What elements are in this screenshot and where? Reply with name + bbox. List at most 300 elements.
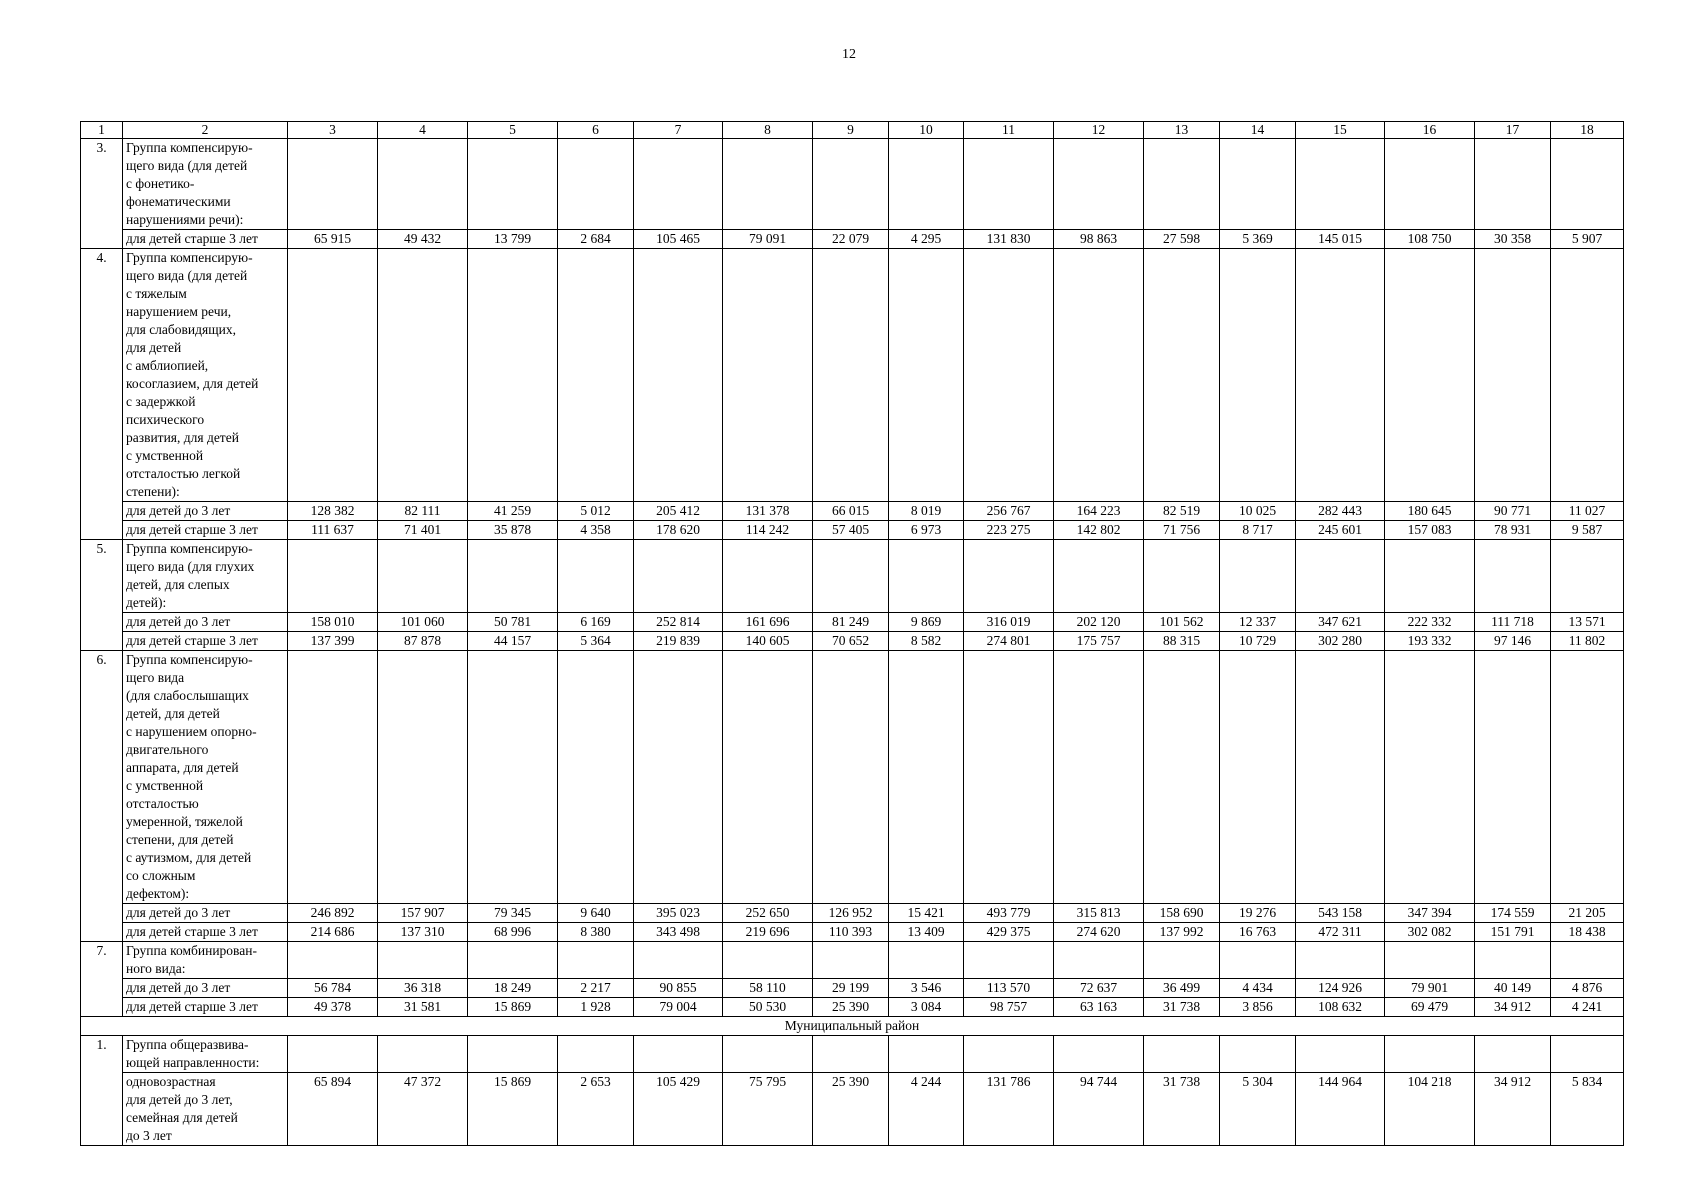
row-label: для детей старше 3 лет [123, 923, 288, 942]
value-cell: 98 757 [964, 998, 1054, 1017]
value-cell: 4 241 [1551, 998, 1624, 1017]
value-cell: 79 004 [634, 998, 723, 1017]
value-cell: 22 079 [813, 230, 889, 249]
value-cell [1220, 139, 1296, 230]
value-cell: 31 738 [1144, 998, 1220, 1017]
text-line: ющей направленности: [126, 1055, 260, 1070]
value-cell: 40 149 [1475, 979, 1551, 998]
value-cell: 82 519 [1144, 502, 1220, 521]
value-cell [558, 942, 634, 979]
value-cell [889, 249, 964, 502]
value-cell: 18 438 [1551, 923, 1624, 942]
value-cell: 49 378 [288, 998, 378, 1017]
value-cell [558, 1036, 634, 1073]
value-cell: 158 010 [288, 613, 378, 632]
value-cell: 472 311 [1296, 923, 1385, 942]
table-row [81, 230, 1624, 249]
value-cell: 6 973 [889, 521, 964, 540]
row-label: для детей старше 3 лет [123, 521, 288, 540]
value-cell [1551, 540, 1624, 613]
value-cell [558, 540, 634, 613]
value-cell: 56 784 [288, 979, 378, 998]
value-cell [378, 1036, 468, 1073]
value-cell: 111 637 [288, 521, 378, 540]
value-cell: 44 157 [468, 632, 558, 651]
text-line: отсталостью легкой [126, 466, 241, 481]
text-line: двигательного [126, 742, 209, 757]
value-cell: 41 259 [468, 502, 558, 521]
value-cell: 9 587 [1551, 521, 1624, 540]
group-title-row [81, 1036, 1624, 1073]
value-cell: 90 771 [1475, 502, 1551, 521]
column-number: 15 [1296, 122, 1385, 139]
value-cell: 35 878 [468, 521, 558, 540]
value-cell [1144, 1036, 1220, 1073]
value-cell: 137 399 [288, 632, 378, 651]
value-cell: 8 380 [558, 923, 634, 942]
text-line: с аутизмом, для детей [126, 850, 252, 865]
text-line: для слабовидящих, [126, 322, 236, 337]
text-line: щего вида (для детей [126, 158, 248, 173]
value-cell [378, 651, 468, 904]
value-cell: 36 318 [378, 979, 468, 998]
value-cell [723, 942, 813, 979]
value-cell: 9 869 [889, 613, 964, 632]
value-cell [813, 540, 889, 613]
text-line: для детей до 3 лет, [126, 1092, 233, 1107]
value-cell: 104 218 [1385, 1073, 1475, 1146]
value-cell: 140 605 [723, 632, 813, 651]
section-row [81, 1017, 1624, 1036]
value-cell [288, 942, 378, 979]
column-number: 5 [468, 122, 558, 139]
value-cell [964, 1036, 1054, 1073]
value-cell: 5 834 [1551, 1073, 1624, 1146]
value-cell: 245 601 [1296, 521, 1385, 540]
text-line: отсталостью [126, 796, 199, 811]
text-line: с тяжелым [126, 286, 187, 301]
value-cell: 113 570 [964, 979, 1054, 998]
value-cell [634, 942, 723, 979]
text-line: щего вида [126, 670, 185, 685]
value-cell [378, 139, 468, 230]
text-line: косоглазием, для детей [126, 376, 259, 391]
value-cell: 11 027 [1551, 502, 1624, 521]
group-title [123, 249, 288, 502]
text-line: с нарушением опорно- [126, 724, 257, 739]
value-cell [468, 249, 558, 502]
value-cell: 137 310 [378, 923, 468, 942]
value-cell: 98 863 [1054, 230, 1144, 249]
value-cell [1551, 651, 1624, 904]
text-line: Группа комбинирован- [126, 943, 257, 958]
value-cell [468, 651, 558, 904]
tariff-table [80, 121, 1624, 1146]
group-title [123, 942, 288, 979]
value-cell [1054, 942, 1144, 979]
value-cell [1296, 942, 1385, 979]
value-cell: 78 931 [1475, 521, 1551, 540]
value-cell: 108 632 [1296, 998, 1385, 1017]
value-cell: 114 242 [723, 521, 813, 540]
value-cell [813, 139, 889, 230]
value-cell: 493 779 [964, 904, 1054, 923]
value-cell: 79 901 [1385, 979, 1475, 998]
value-cell [288, 540, 378, 613]
value-cell: 5 364 [558, 632, 634, 651]
value-cell: 13 571 [1551, 613, 1624, 632]
value-cell [723, 139, 813, 230]
value-cell: 180 645 [1385, 502, 1475, 521]
group-index: 7. [81, 942, 123, 1017]
value-cell: 137 992 [1144, 923, 1220, 942]
value-cell: 57 405 [813, 521, 889, 540]
value-cell: 30 358 [1475, 230, 1551, 249]
value-cell: 5 369 [1220, 230, 1296, 249]
value-cell: 105 465 [634, 230, 723, 249]
value-cell: 131 378 [723, 502, 813, 521]
value-cell: 34 912 [1475, 1073, 1551, 1146]
value-cell: 256 767 [964, 502, 1054, 521]
value-cell: 15 421 [889, 904, 964, 923]
value-cell: 58 110 [723, 979, 813, 998]
value-cell: 9 640 [558, 904, 634, 923]
value-cell: 395 023 [634, 904, 723, 923]
value-cell [1144, 139, 1220, 230]
group-title [123, 1036, 288, 1073]
value-cell [1385, 139, 1475, 230]
text-line: со сложным [126, 868, 196, 883]
value-cell: 82 111 [378, 502, 468, 521]
table-row [81, 521, 1624, 540]
group-title-row [81, 651, 1624, 904]
text-line: Группа компенсирую- [126, 652, 253, 667]
value-cell: 34 912 [1475, 998, 1551, 1017]
value-cell: 4 295 [889, 230, 964, 249]
value-cell: 110 393 [813, 923, 889, 942]
value-cell: 65 915 [288, 230, 378, 249]
text-line: Группа общеразвива- [126, 1037, 249, 1052]
value-cell [1475, 540, 1551, 613]
column-number: 6 [558, 122, 634, 139]
value-cell: 178 620 [634, 521, 723, 540]
text-line: с умственной [126, 448, 204, 463]
row-label: для детей до 3 лет [123, 904, 288, 923]
row-label: для детей старше 3 лет [123, 998, 288, 1017]
value-cell: 202 120 [1054, 613, 1144, 632]
value-cell: 145 015 [1296, 230, 1385, 249]
table-row [81, 632, 1624, 651]
value-cell: 8 019 [889, 502, 964, 521]
value-cell: 15 869 [468, 998, 558, 1017]
value-cell: 12 337 [1220, 613, 1296, 632]
text-line: одновозрастная [126, 1074, 216, 1089]
column-number: 3 [288, 122, 378, 139]
value-cell: 4 434 [1220, 979, 1296, 998]
value-cell [468, 540, 558, 613]
value-cell: 219 696 [723, 923, 813, 942]
value-cell [1144, 249, 1220, 502]
text-line: для детей [126, 340, 182, 355]
value-cell [1144, 540, 1220, 613]
value-cell: 8 717 [1220, 521, 1296, 540]
row-label: для детей старше 3 лет [123, 230, 288, 249]
value-cell [634, 540, 723, 613]
value-cell: 10 729 [1220, 632, 1296, 651]
value-cell: 193 332 [1385, 632, 1475, 651]
value-cell: 214 686 [288, 923, 378, 942]
value-cell: 79 345 [468, 904, 558, 923]
group-title [123, 651, 288, 904]
value-cell: 543 158 [1296, 904, 1385, 923]
value-cell: 2 653 [558, 1073, 634, 1146]
value-cell [889, 1036, 964, 1073]
value-cell: 316 019 [964, 613, 1054, 632]
value-cell: 205 412 [634, 502, 723, 521]
value-cell: 79 091 [723, 230, 813, 249]
table-row [81, 998, 1624, 1017]
value-cell: 25 390 [813, 1073, 889, 1146]
value-cell: 31 738 [1144, 1073, 1220, 1146]
value-cell: 174 559 [1475, 904, 1551, 923]
value-cell: 19 276 [1220, 904, 1296, 923]
value-cell [378, 540, 468, 613]
group-index: 5. [81, 540, 123, 651]
value-cell [558, 139, 634, 230]
value-cell: 131 830 [964, 230, 1054, 249]
value-cell [1385, 540, 1475, 613]
value-cell: 27 598 [1144, 230, 1220, 249]
value-cell: 15 869 [468, 1073, 558, 1146]
value-cell [1296, 1036, 1385, 1073]
value-cell [964, 249, 1054, 502]
value-cell [1144, 651, 1220, 904]
value-cell: 29 199 [813, 979, 889, 998]
value-cell [964, 942, 1054, 979]
value-cell: 252 650 [723, 904, 813, 923]
value-cell: 65 894 [288, 1073, 378, 1146]
column-number: 10 [889, 122, 964, 139]
text-line: до 3 лет [126, 1128, 172, 1143]
group-title-row [81, 139, 1624, 230]
value-cell [468, 1036, 558, 1073]
value-cell: 105 429 [634, 1073, 723, 1146]
value-cell [1385, 249, 1475, 502]
value-cell [813, 1036, 889, 1073]
text-line: аппарата, для детей [126, 760, 239, 775]
value-cell: 151 791 [1475, 923, 1551, 942]
value-cell: 347 621 [1296, 613, 1385, 632]
value-cell: 111 718 [1475, 613, 1551, 632]
value-cell: 4 876 [1551, 979, 1624, 998]
value-cell [1220, 249, 1296, 502]
value-cell [889, 139, 964, 230]
value-cell [1385, 1036, 1475, 1073]
value-cell: 223 275 [964, 521, 1054, 540]
text-line: психического [126, 412, 205, 427]
section-title: Муниципальный район [81, 1017, 1624, 1036]
value-cell: 66 015 [813, 502, 889, 521]
group-title [123, 540, 288, 613]
value-cell: 158 690 [1144, 904, 1220, 923]
text-line: с фонетико- [126, 176, 195, 191]
value-cell: 101 562 [1144, 613, 1220, 632]
value-cell [1551, 942, 1624, 979]
column-number: 11 [964, 122, 1054, 139]
value-cell: 8 582 [889, 632, 964, 651]
value-cell: 10 025 [1220, 502, 1296, 521]
value-cell: 246 892 [288, 904, 378, 923]
value-cell [288, 139, 378, 230]
value-cell [1296, 249, 1385, 502]
table-row [81, 904, 1624, 923]
row-label [123, 1073, 288, 1146]
value-cell [723, 651, 813, 904]
value-cell: 6 169 [558, 613, 634, 632]
value-cell: 4 358 [558, 521, 634, 540]
value-cell [378, 249, 468, 502]
table-row [81, 613, 1624, 632]
text-line: щего вида (для глухих [126, 559, 255, 574]
text-line: детей): [126, 595, 167, 610]
column-number: 4 [378, 122, 468, 139]
column-number: 13 [1144, 122, 1220, 139]
value-cell: 16 763 [1220, 923, 1296, 942]
text-line: щего вида (для детей [126, 268, 248, 283]
text-line: дефектом): [126, 886, 190, 901]
value-cell: 222 332 [1385, 613, 1475, 632]
value-cell: 5 907 [1551, 230, 1624, 249]
text-line: нарушениями речи): [126, 212, 244, 227]
value-cell [1475, 139, 1551, 230]
value-cell [1551, 249, 1624, 502]
column-number: 8 [723, 122, 813, 139]
column-number: 14 [1220, 122, 1296, 139]
text-line: с умственной [126, 778, 204, 793]
text-line: с задержкой [126, 394, 196, 409]
value-cell [1475, 651, 1551, 904]
value-cell [889, 651, 964, 904]
value-cell: 3 546 [889, 979, 964, 998]
value-cell [1296, 139, 1385, 230]
value-cell: 131 786 [964, 1073, 1054, 1146]
group-index: 1. [81, 1036, 123, 1146]
column-number: 7 [634, 122, 723, 139]
text-line: детей, для детей [126, 706, 220, 721]
value-cell: 70 652 [813, 632, 889, 651]
text-line: Группа компенсирую- [126, 541, 253, 556]
value-cell: 142 802 [1054, 521, 1144, 540]
group-title-row [81, 942, 1624, 979]
value-cell [634, 651, 723, 904]
value-cell: 69 479 [1385, 998, 1475, 1017]
table-row [81, 1073, 1624, 1146]
value-cell [964, 540, 1054, 613]
row-label: для детей до 3 лет [123, 613, 288, 632]
value-cell [288, 651, 378, 904]
value-cell [1054, 1036, 1144, 1073]
group-title-row [81, 249, 1624, 502]
value-cell [1054, 540, 1144, 613]
value-cell [1054, 139, 1144, 230]
text-line: с амблиопией, [126, 358, 209, 373]
value-cell: 429 375 [964, 923, 1054, 942]
group-title-row [81, 540, 1624, 613]
value-cell: 87 878 [378, 632, 468, 651]
value-cell: 302 082 [1385, 923, 1475, 942]
value-cell [1220, 540, 1296, 613]
value-cell [889, 540, 964, 613]
column-number: 1 [81, 122, 123, 139]
row-label: для детей старше 3 лет [123, 632, 288, 651]
value-cell: 50 530 [723, 998, 813, 1017]
value-cell [1296, 651, 1385, 904]
value-cell: 347 394 [1385, 904, 1475, 923]
column-number: 18 [1551, 122, 1624, 139]
value-cell [288, 249, 378, 502]
value-cell: 161 696 [723, 613, 813, 632]
value-cell: 97 146 [1475, 632, 1551, 651]
row-label: для детей до 3 лет [123, 502, 288, 521]
value-cell: 5 012 [558, 502, 634, 521]
value-cell [634, 249, 723, 502]
value-cell: 31 581 [378, 998, 468, 1017]
column-number: 2 [123, 122, 288, 139]
value-cell [1054, 651, 1144, 904]
group-index: 3. [81, 139, 123, 249]
value-cell: 71 401 [378, 521, 468, 540]
value-cell: 81 249 [813, 613, 889, 632]
value-cell: 157 083 [1385, 521, 1475, 540]
value-cell: 90 855 [634, 979, 723, 998]
value-cell [288, 1036, 378, 1073]
text-line: семейная для детей [126, 1110, 238, 1125]
value-cell: 128 382 [288, 502, 378, 521]
value-cell [723, 1036, 813, 1073]
value-cell [1551, 139, 1624, 230]
value-cell: 274 801 [964, 632, 1054, 651]
value-cell: 25 390 [813, 998, 889, 1017]
value-cell [1385, 942, 1475, 979]
value-cell: 13 799 [468, 230, 558, 249]
value-cell: 13 409 [889, 923, 964, 942]
value-cell [1220, 942, 1296, 979]
table-row [81, 502, 1624, 521]
value-cell [723, 540, 813, 613]
value-cell [1475, 942, 1551, 979]
value-cell: 47 372 [378, 1073, 468, 1146]
value-cell: 4 244 [889, 1073, 964, 1146]
value-cell [1054, 249, 1144, 502]
value-cell: 282 443 [1296, 502, 1385, 521]
value-cell: 315 813 [1054, 904, 1144, 923]
value-cell: 36 499 [1144, 979, 1220, 998]
value-cell: 3 856 [1220, 998, 1296, 1017]
text-line: степени): [126, 484, 180, 499]
column-number: 16 [1385, 122, 1475, 139]
value-cell: 72 637 [1054, 979, 1144, 998]
value-cell: 126 952 [813, 904, 889, 923]
text-line: нарушением речи, [126, 304, 232, 319]
value-cell [889, 942, 964, 979]
value-cell [558, 249, 634, 502]
value-cell [1220, 1036, 1296, 1073]
value-cell [1475, 1036, 1551, 1073]
table-row [81, 979, 1624, 998]
text-line: фонематическими [126, 194, 231, 209]
value-cell [813, 249, 889, 502]
value-cell [1385, 651, 1475, 904]
